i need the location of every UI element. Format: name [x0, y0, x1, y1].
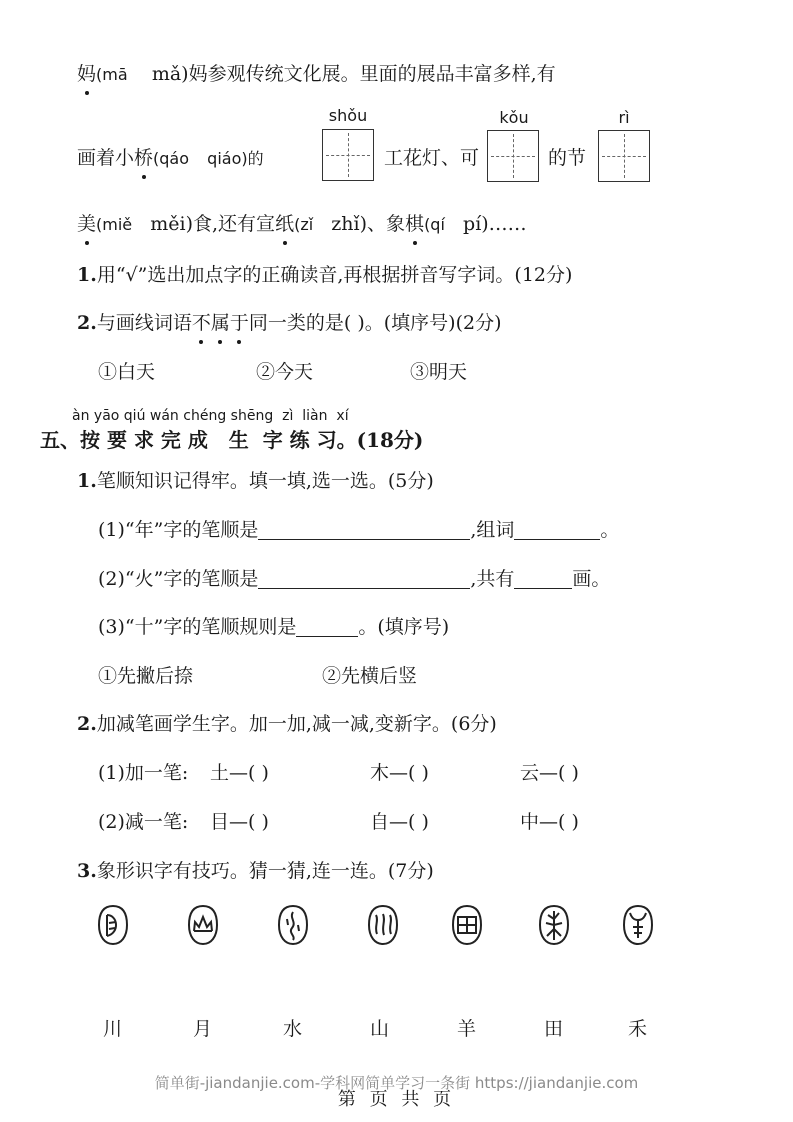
s5-question-1: 1.笔顺知识记得牢。填一填,选一选。(5分)	[77, 470, 434, 492]
match-char[interactable]: 田	[544, 1018, 564, 1040]
match-char[interactable]: 羊	[457, 1018, 477, 1040]
section-5-heading: 五、按 要 求 完 成 生 字 练 习。(18分)	[40, 428, 424, 452]
dotted-char: 美	[77, 213, 97, 235]
dotted-words: 不属于	[192, 312, 249, 334]
passage-line-3: 美(miě měi)食,还有宣纸(zǐ zhǐ)、象棋(qí pí)……	[77, 213, 527, 235]
option-1[interactable]: ①白天	[98, 361, 156, 383]
s5q2-row-1-label: (1)加一笔:	[98, 762, 189, 784]
passage-line-2b: 工花灯、可	[384, 147, 480, 169]
dotted-char: 纸	[275, 213, 295, 235]
passage-line-2a: 画着小桥(qáo qiáo)的	[77, 147, 264, 169]
mountain-seal-icon[interactable]	[186, 903, 220, 947]
s5q2-row-1-item-3[interactable]: 云—( )	[520, 762, 579, 784]
answer-blank[interactable]	[258, 570, 470, 589]
box-pinyin-ri: rì	[618, 108, 630, 127]
grain-seal-icon[interactable]	[537, 903, 571, 947]
s5-question-3: 3.象形识字有技巧。猜一猜,连一连。(7分)	[77, 860, 434, 882]
option-2[interactable]: ②今天	[256, 361, 314, 383]
box-pinyin-shou: shǒu	[328, 106, 368, 125]
passage-line-2c: 的节	[548, 147, 587, 169]
sheep-seal-icon[interactable]	[621, 903, 655, 947]
writing-box[interactable]	[322, 129, 374, 181]
dotted-char: 棋	[405, 213, 425, 235]
s5q2-row-2-item-3[interactable]: 中—( )	[520, 811, 579, 833]
dotted-char: 桥	[134, 147, 154, 169]
question-1: 1.用“√”选出加点字的正确读音,再根据拼音写字词。(12分)	[77, 264, 573, 286]
answer-blank[interactable]	[514, 521, 600, 540]
answer-blank[interactable]	[296, 618, 358, 637]
s5q2-row-1-item-2[interactable]: 木—( )	[370, 762, 429, 784]
dotted-char: 妈	[77, 63, 97, 85]
passage-line-1: 妈(mā mǎ)妈参观传统文化展。里面的展品丰富多样,有	[77, 63, 556, 85]
writing-box[interactable]	[598, 130, 650, 182]
s5q1-option-1[interactable]: ①先撇后捺	[98, 665, 194, 687]
section-5-pinyin: àn yāo qiú wán chéng shēng zì liàn xí	[72, 408, 349, 424]
question-2: 2.与画线词语不属于 同一类的是( )。(填序号)(2分)	[77, 311, 501, 335]
watermark: 简单街-jiandanjie.com-学科网简单学习一条街 https://jiandanjie.com	[154, 1074, 639, 1092]
s5q2-row-2-label: (2)减一笔:	[98, 811, 189, 833]
match-char[interactable]: 月	[193, 1018, 213, 1040]
match-char[interactable]: 山	[370, 1018, 390, 1040]
s5-question-2: 2.加减笔画学生字。加一加,减一减,变新字。(6分)	[77, 713, 497, 735]
s5q1-line-a: (1)“年”字的笔顺是 ,组词 。	[98, 519, 620, 541]
field-seal-icon[interactable]	[450, 903, 484, 947]
page-footer: 第 页 共 页	[337, 1089, 456, 1110]
writing-box[interactable]	[487, 130, 539, 182]
match-char[interactable]: 水	[283, 1018, 303, 1040]
answer-blank[interactable]	[258, 521, 470, 540]
moon-seal-icon[interactable]	[96, 903, 130, 947]
water-seal-icon[interactable]	[276, 903, 310, 947]
river-seal-icon[interactable]	[366, 903, 400, 947]
box-pinyin-kou: kǒu	[499, 108, 529, 127]
answer-blank[interactable]	[514, 570, 572, 589]
s5q2-row-2-item-2[interactable]: 自—( )	[370, 811, 429, 833]
match-char[interactable]: 禾	[628, 1018, 648, 1040]
s5q1-line-c: (3)“十”字的笔顺规则是 。(填序号)	[98, 616, 450, 638]
s5q1-line-b: (2)“火”字的笔顺是 ,共有 画。	[98, 568, 611, 590]
s5q1-option-2[interactable]: ②先横后竖	[322, 665, 418, 687]
match-char[interactable]: 川	[103, 1018, 123, 1040]
s5q2-row-1-item-1[interactable]: 土—( )	[210, 762, 269, 784]
option-3[interactable]: ③明天	[410, 361, 468, 383]
s5q2-row-2-item-1[interactable]: 目—( )	[210, 811, 269, 833]
